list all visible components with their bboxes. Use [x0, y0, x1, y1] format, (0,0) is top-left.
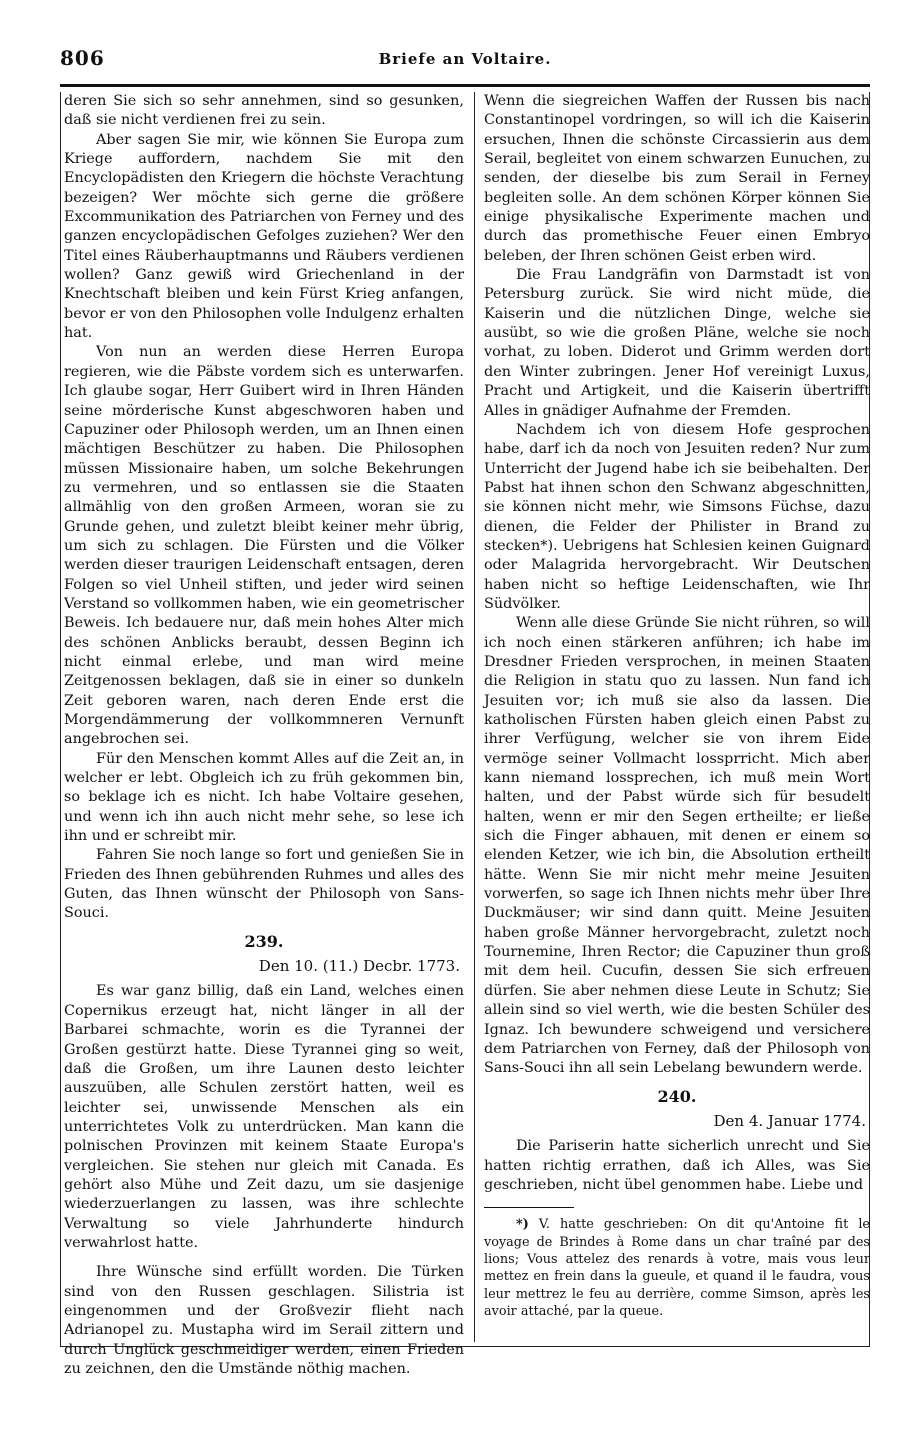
paragraph: Aber sagen Sie mir, wie können Sie Europa zum Kriege auffordern, nachdem Sie mit den Encyclopädisten den Kriegern die höchste Verachtung bezeigen? Wer möchte sich gerne die größere Excommunikation des Patriarchen von Ferney und des ganzen encyclopädischen Gefolges zuziehen? Wer den Titel eines Räuberhauptmanns und Räubers verdienen wollen? Ganz gewiß wird Griechenland in der Knechtschaft bleiben und kein Fürst Krieg anfangen, bevor er von den Philosophen volle Indulgenz erhalten hat. [64, 131, 464, 342]
paragraph: Für den Menschen kommt Alles auf die Zeit an, in welcher er lebt. Obgleich ich zu früh gekommen bin, so beklage ich es nicht. Ich habe Voltaire gesehen, und wenn ich ihn auch nicht mehr sehe, so lese ich ihn und er schreibt mir. [64, 750, 464, 845]
column-divider [474, 92, 475, 1342]
spacer [64, 1253, 464, 1263]
paragraph: Wenn alle diese Gründe Sie nicht rühren, so will ich noch einen stärkeren anführen; ich habe im Dresdner Frieden versprochen, in meinen Staaten die Religion in statu quo zu lassen. Nun fand ich Jesuiten vor; ich muß sie also da lassen. Die katholischen Fürsten haben gleich einen Pabst zu ihrer Verfügung, welcher sie von ihrem Eide vermöge seiner Vollmacht lossprricht. Mich aber kann niemand lossprechen, ich muß mein Wort halten, und der Pabst würde sich für besudelt halten, wenn er mir den Segen ertheilte; er ließe sich die Finger abhauen, mit denen er einem so elenden Ketzer, wie ich bin, die Absolution ertheilt hätte. Wenn Sie mir nicht mehr meine Jesuiten vorwerfen, so sage ich Ihnen nichts mehr über Ihre Duckmäuser; wir sind dann quitt. Meine Jesuiten haben große Männer hervorgebracht, zuletzt noch Tournemine, Ihren Rector; die Capuziner thun groß mit dem heil. Cucufin, dessen Sie sich erfreuen dürfen. Sie aber nehmen diese Leute in Schutz; Sie allein sind so viel werth, wie die besten Schüler des Ignaz. Ich bewundere schweigend und versichere dem Patriarchen von Ferney, daß der Philosoph von Sans-Souci ihn all sein Lebelang bewundern werde. [484, 615, 870, 1077]
footnote [484, 1216, 870, 1320]
page-header [60, 44, 870, 84]
footnote-mark: *) [516, 1217, 529, 1233]
right-column [484, 92, 870, 1321]
letter-number: 239. [244, 931, 284, 951]
paragraph: Die Pariserin hatte sicherlich unrecht und Sie hatten richtig errathen, daß ich Alles, was Sie geschrieben, nicht übel genommen habe. Liebe und [484, 1138, 870, 1193]
page-number: 806 [60, 46, 105, 70]
paragraph: Ihre Wünsche sind erfüllt worden. Die Türken sind von den Russen geschlagen. Silistria ist eingenommen und der Großvezir flieht nach Adrianopel zu. Mustapha wird im Serail zittern und durch Unglück geschmeidiger werden, einen Frieden zu zeichnen, den die Umstände nöthig machen. [64, 1264, 464, 1377]
paragraph: Nachdem ich von diesem Hofe gesprochen habe, darf ich da noch von Jesuiten reden? Nur zum Unterricht der Jugend habe ich sie beibehalten. Der Pabst hat ihnen schon den Schwanz abgeschnitten, sie können nicht mehr, wie Simsons Füchse, dazu dienen, die Felder der Philister in Brand zu stecken*). Uebrigens hat Schlesien keinen Guignard oder Malagrida hervorgebracht. Wir Deutschen haben nicht so heftige Leidenschaften, wie Ihr Südvölker. [484, 421, 870, 612]
footnote-text: V. hatte geschrieben: On dit qu'Antoine fit le voyage de Brindes à Rome dans un char traîné par des lions; Vous attelez des renards à votre, mais vous leur mettez en frein dans la gueule, et quand il le faudra, vous leur mettrez le feu au derrière, comme Simson, après les avoir attaché, par la queue. [484, 1217, 870, 1320]
paragraph: Fahren Sie noch lange so fort und genießen Sie in Frieden des Ihnen gebührenden Ruhmes und alles des Guten, das Ihnen wünscht der Philosoph von Sans-Souci. [64, 847, 464, 922]
left-column [64, 92, 464, 1379]
footnote-rule [484, 1207, 574, 1208]
paragraph: deren Sie sich so sehr annehmen, sind so gesunken, daß sie nicht verdienen frei zu sein. [64, 93, 464, 129]
letter-date: Den 10. (11.) Decbr. 1773. [258, 957, 460, 976]
paragraph: Die Frau Landgräfin von Darmstadt ist von Petersburg zurück. Sie wird nicht müde, die Kaiserin und die nützlichen Dinge, welche sie ausübt, so wie die großen Pläne, welche sie noch vorhat, zu loben. Diderot und Grimm werden dort den Winter zubringen. Jener Hof vereinigt Luxus, Pracht und Artigkeit, und die Kaiserin übertrifft Alles in gnädiger Aufnahme der Fremden. [484, 267, 870, 419]
letter-number: 240. [657, 1086, 697, 1106]
paragraph: Wenn die siegreichen Waffen der Russen bis nach Constantinopel vordringen, so will ich die Kaiserin ersuchen, Ihnen die schönste Circassierin aus dem Serail, begleitet von einem schwarzen Eunuchen, zu senden, der dieselbe bis zum Serail in Ferney begleiten solle. An dem schönen Körper können Sie einige physikalische Experimente machen und durch das promethische Feuer einen Embryo beleben, der Ihren schönen Geist erben wird. [484, 93, 870, 264]
header-rule [60, 84, 870, 87]
letter-date: Den 4. Januar 1774. [713, 1111, 866, 1130]
paragraph: Es war ganz billig, daß ein Land, welches einen Copernikus erzeugt hat, nicht länger in all der Barbarei schmachte, worin es die Tyrannei der Großen gestürzt hatte. Diese Tyrannei ging so weit, daß die Großen, um ihre Launen desto leichter auszuüben, alle Schulen zerstört hatten, weil es leichter sei, unwissende Menschen als ein unterrichtetes Volk zu unterdrücken. Man kann die polnischen Provinzen mit keinem Staate Europa's vergleichen. Sie stehen nur gleich mit Canada. Es gehört also Mühe und Zeit dazu, um sie dasjenige wiederzuerlangen zu lassen, was ihre schlechte Verwaltung so viele Jahrhunderte hindurch verwahrlost hatte. [64, 983, 464, 1251]
running-title: Briefe an Voltaire. [378, 50, 552, 68]
paragraph: Von nun an werden diese Herren Europa regieren, wie die Päbste vordem sich es unterwarfen. Ich glaube sogar, Herr Guibert wird in Ihren Händen seine mörderische Kunst abgeschworen haben und Capuziner oder Philosoph werden, um an Ihnen einen mächtigen Beschützer zu haben. Die Philosophen müssen Missionaire haben, um solche Bekehrungen zu vermehren, und so entlassen sie die Staaten allmählig von den großen Armeen, woran sie zu Grunde gehen, und zuletzt bleibt keiner mehr übrig, um sich zu schlagen. Die Fürsten und die Völker werden dieser traurigen Leidenschaft entsagen, deren Folgen so viel Unheil stiften, und jeder wird seinen Verstand so vollkommen haben, wie ein geometrischer Beweis. Ich bedauere nur, daß mein hohes Alter mich des schönen Anblicks beraubt, dessen Beginn ich nicht einmal erlebe, und man wird meine Zeitgenossen beklagen, daß sie in einer so dunkeln Zeit geboren waren, nach deren Ende erst die Morgendämmerung der vollkommneren Vernunft angebrochen sei. [64, 344, 464, 748]
